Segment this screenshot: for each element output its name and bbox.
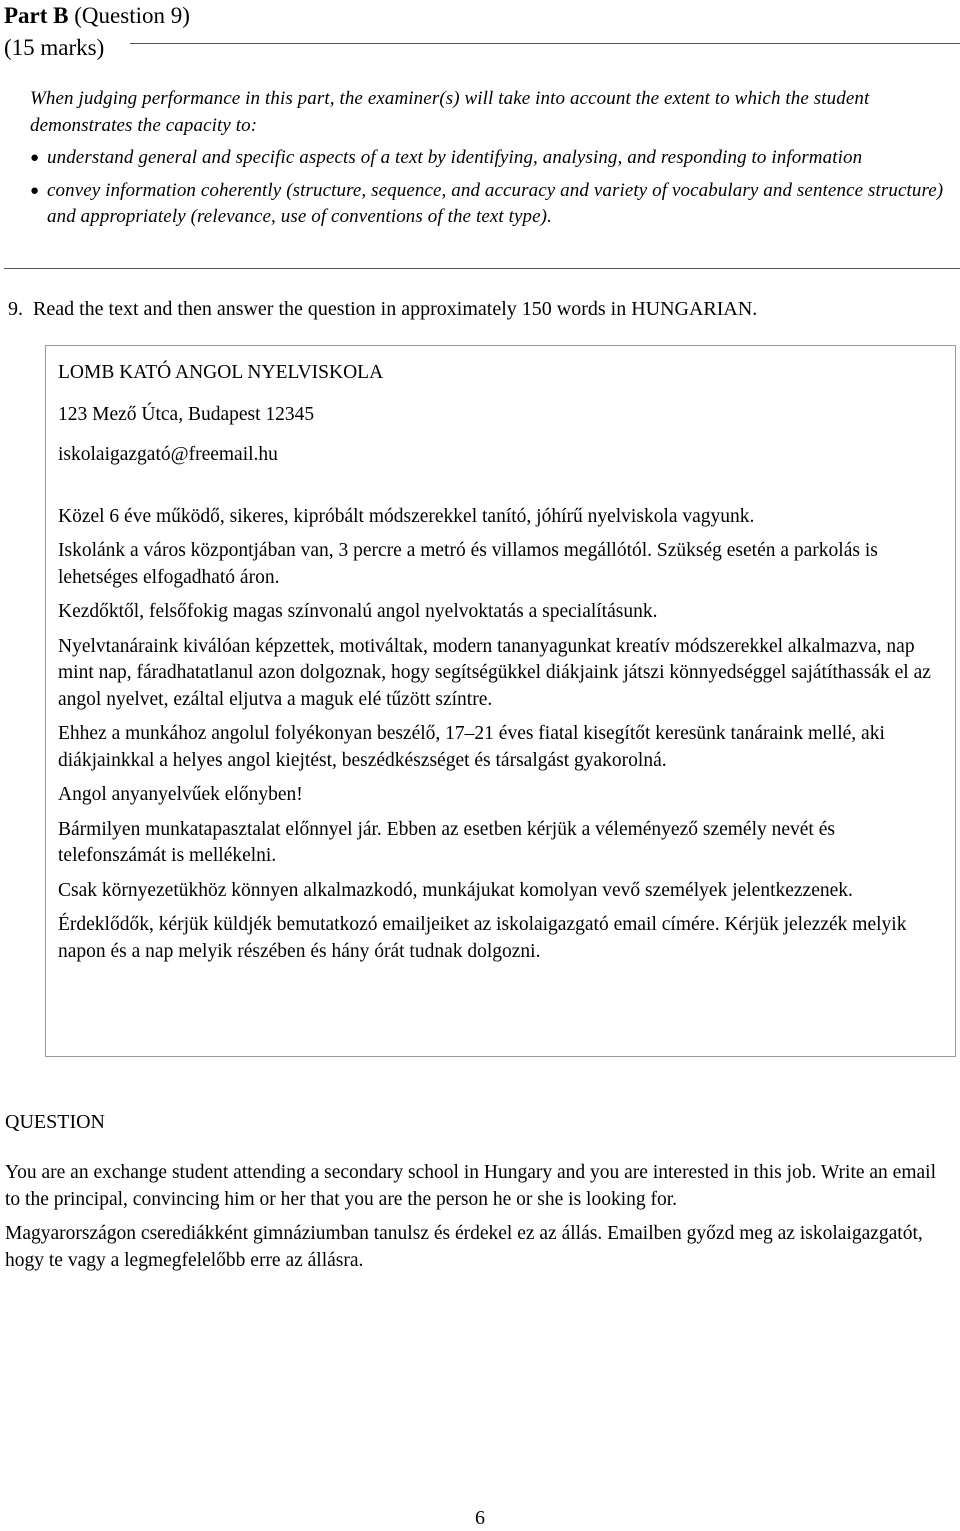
question-reference: (Question 9): [74, 3, 190, 28]
marks-label: (15 marks): [4, 35, 105, 60]
criteria-item-text: convey information coherently (structure, sequence, and accuracy and variety of vocabulary and sentence structure) and appropriately (relevance, use of conventions of the text type).: [47, 179, 944, 227]
ad-paragraph: Iskolánk a város központjában van, 3 percre a metró és villamos megállótól. Szükség esetén a parkolás is lehetséges elfogadható áron.: [58, 540, 878, 588]
criteria-list: [30, 145, 950, 231]
assessment-criteria: [30, 86, 950, 237]
school-email: iskolaigazgató@freemail.hu: [58, 444, 278, 465]
question-heading: QUESTION: [5, 1111, 105, 1133]
advertisement-box: [45, 345, 956, 1057]
school-name: LOMB KATÓ ANGOL NYELVISKOLA: [58, 362, 384, 383]
criteria-item: [30, 178, 950, 231]
question-instruction: [8, 295, 757, 323]
ad-paragraph: Ehhez a munkához angolul folyékonyan beszélő, 17–21 éves fiatal kisegítőt keresünk tanáraink mellé, aki diákjainkkal a helyes angol kiejtést, beszédkészséget és társalgást gyakorolná.: [58, 723, 885, 771]
ad-paragraph: Érdeklődők, kérjük küldjék bemutatkozó emailjeiket az iskolaigazgató email címére. Kérjük jelezzék melyik napon és a nap melyik részében és hány órát tudnak dolgozni.: [58, 914, 907, 962]
bullet-icon: ●: [30, 182, 40, 199]
bullet-icon: ●: [30, 150, 40, 166]
header-divider: [130, 43, 960, 44]
question-english: You are an exchange student attending a secondary school in Hungary and you are interested in this job. Write an email to the principal, convincing him or her that you are the person he or she is looking for.: [5, 1162, 936, 1210]
criteria-item-text: understand general and specific aspects of a text by identifying, analysing, and responding to information: [47, 147, 863, 168]
ad-paragraph: Bármilyen munkatapasztalat előnnyel jár. Ebben az esetben kérjük a véleményező személy nevét és telefonszámát is mellékelni.: [58, 818, 835, 866]
ad-paragraph: Közel 6 éve működő, sikeres, kipróbált módszerekkel tanító, jóhírű nyelviskola vagyunk.: [58, 505, 755, 527]
school-address: 123 Mező Útca, Budapest 12345: [58, 403, 315, 425]
question-number: 9.: [8, 298, 23, 320]
ad-paragraph: Kezdőktől, felsőfokig magas színvonalú angol nyelvoktatás a specialításunk.: [58, 601, 658, 622]
question-body: [5, 1160, 955, 1282]
question-hungarian: Magyarországon cserediákként gimnáziumban tanulsz és érdekel ez az állás. Emailben győzd meg az iskolaigazgatót, hogy te vagy a legmegfelelőbb erre az állásra.: [5, 1223, 923, 1271]
criteria-item: [30, 145, 950, 172]
ad-paragraph: Angol anyanyelvűek előnyben!: [58, 784, 303, 805]
part-label: Part B: [4, 3, 69, 28]
page-number: 6: [475, 1507, 485, 1529]
ad-paragraph: Nyelvtanáraink kiválóan képzettek, motiváltak, modern tananyagunkat kreatív módszerekkel alkalmazva, nap mint nap, fáradhatatlanul azon dolgoznak, hogy segítségükkel diákjaink játszi könnyedséggel sajátíthassák el az angol nyelvet, ezáltal eljutva a maguk elé tűzött színtre.: [58, 635, 931, 710]
criteria-intro: When judging performance in this part, the examiner(s) will take into account the extent to which the student demonstrates the capacity to:: [30, 88, 870, 136]
ad-paragraph: Csak környezetükhöz könnyen alkalmazkodó, munkájukat komolyan vevő személyek jelentkezzenek.: [58, 879, 853, 901]
criteria-divider: [4, 268, 960, 269]
page-header: [4, 0, 190, 64]
instruction-text: Read the text and then answer the question in approximately 150 words in HUNGARIAN.: [33, 298, 758, 320]
